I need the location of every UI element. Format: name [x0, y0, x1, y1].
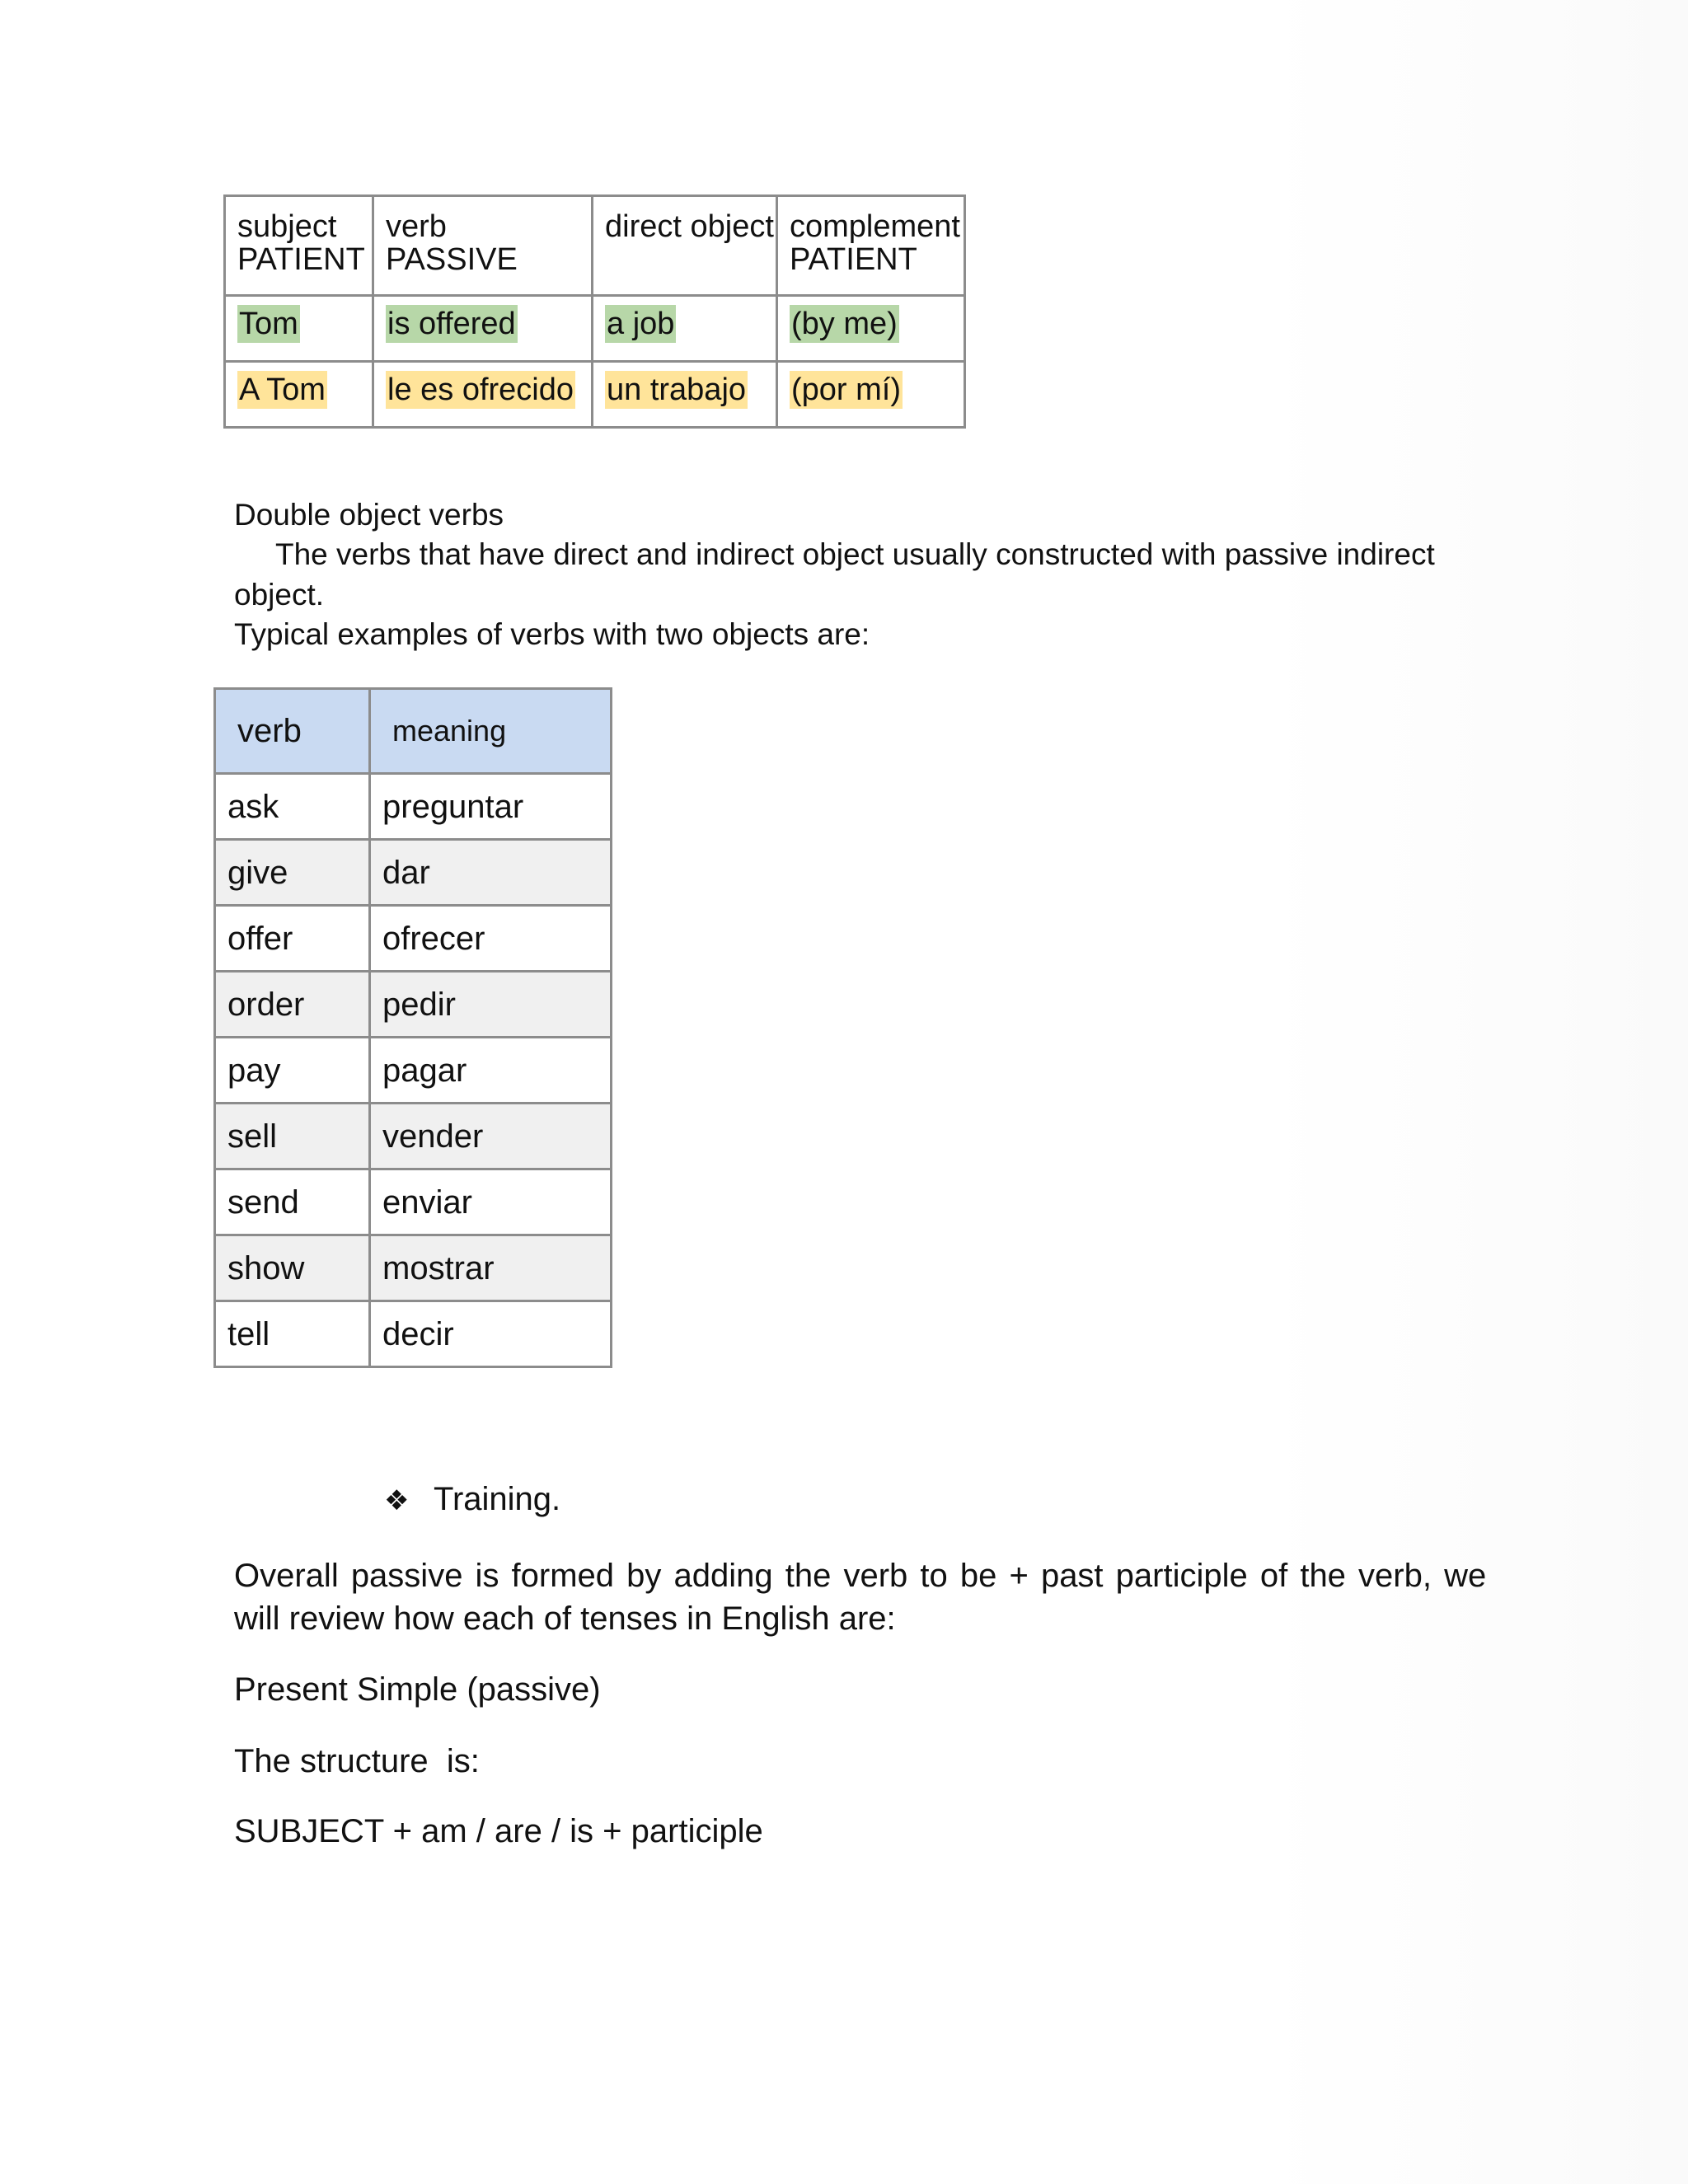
table-cell: a job: [593, 296, 777, 362]
header-complement: complement PATIENT: [777, 196, 965, 296]
table-row: [215, 840, 612, 906]
present-simple-title: Present Simple (passive): [234, 1671, 601, 1708]
meaning-cell: decir: [370, 1301, 612, 1367]
meaning-cell: mostrar: [370, 1235, 612, 1301]
table-row: [215, 774, 612, 840]
overall-paragraph-line2: will review how each of tenses in English are:: [234, 1601, 896, 1637]
structure-formula: SUBJECT + am / are / is + participle: [234, 1813, 763, 1849]
header-direct-object: direct object: [593, 196, 777, 296]
header-meaning: meaning: [370, 689, 612, 774]
diamond-bullet-icon: ❖: [384, 1484, 410, 1517]
verb-cell: pay: [215, 1038, 370, 1104]
table-row: [215, 906, 612, 972]
table-row: [215, 1235, 612, 1301]
double-object-description: The verbs that have direct and indirect object usually constructed with passive indirect: [275, 537, 1435, 571]
verb-cell: sell: [215, 1104, 370, 1169]
header-verb: verb PASSIVE: [373, 196, 593, 296]
table-cell: A Tom: [225, 362, 373, 428]
meaning-cell: ofrecer: [370, 906, 612, 972]
english-example-row: [225, 296, 965, 362]
table-header-row: [215, 689, 612, 774]
meaning-cell: pagar: [370, 1038, 612, 1104]
double-object-verbs-table: [213, 687, 612, 1368]
meaning-cell: preguntar: [370, 774, 612, 840]
table-cell: (por mí): [777, 362, 965, 428]
passive-example-table: [223, 194, 966, 429]
table-row: [215, 1038, 612, 1104]
verb-cell: show: [215, 1235, 370, 1301]
table-cell: (by me): [777, 296, 965, 362]
training-label: Training.: [434, 1481, 561, 1517]
overall-paragraph-line1: Overall passive is formed by adding the verb to be + past participle of the verb, we: [234, 1558, 1487, 1594]
meaning-cell: enviar: [370, 1169, 612, 1235]
table-row: [215, 1104, 612, 1169]
structure-label: The structure is:: [234, 1743, 480, 1779]
double-object-examples-intro: Typical examples of verbs with two objects are:: [234, 617, 870, 651]
double-object-heading: Double object verbs: [234, 498, 504, 532]
header-verb: verb: [215, 689, 370, 774]
verb-cell: give: [215, 840, 370, 906]
table-header-row: [225, 196, 965, 296]
table-row: [215, 1169, 612, 1235]
table-cell: is offered: [373, 296, 593, 362]
meaning-cell: dar: [370, 840, 612, 906]
verb-cell: ask: [215, 774, 370, 840]
table-row: [215, 972, 612, 1038]
double-object-description-cont: object.: [234, 578, 325, 612]
table-cell: le es ofrecido: [373, 362, 593, 428]
spanish-example-row: [225, 362, 965, 428]
verb-cell: offer: [215, 906, 370, 972]
verb-cell: tell: [215, 1301, 370, 1367]
table-row: [215, 1301, 612, 1367]
header-subject: subject PATIENT: [225, 196, 373, 296]
table-cell: Tom: [225, 296, 373, 362]
training-bullet: [384, 1479, 560, 1521]
verb-cell: send: [215, 1169, 370, 1235]
table-cell: un trabajo: [593, 362, 777, 428]
meaning-cell: vender: [370, 1104, 612, 1169]
meaning-cell: pedir: [370, 972, 612, 1038]
verb-cell: order: [215, 972, 370, 1038]
